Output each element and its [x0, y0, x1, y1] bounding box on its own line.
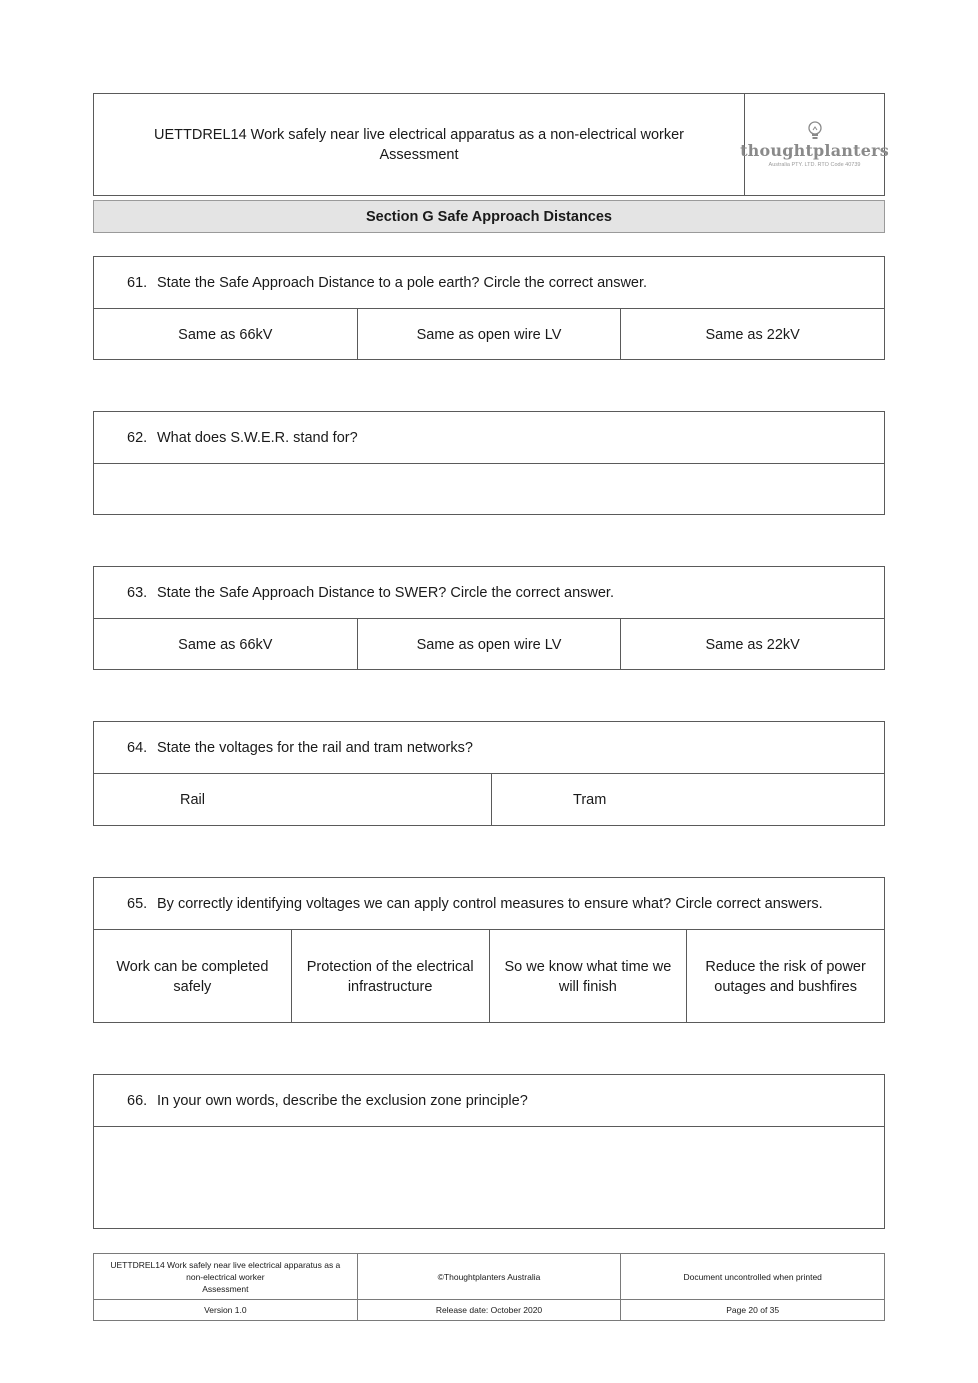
question-text: State the voltages for the rail and tram networks? [157, 739, 473, 756]
footer-row-1 [94, 1254, 884, 1300]
question-number: 63. [127, 584, 148, 601]
rail-label: Rail [180, 792, 205, 808]
question-prompt [94, 567, 884, 619]
footer-version: Version 1.0 [94, 1300, 358, 1320]
question-prompt [94, 878, 884, 930]
footer-doc-line-1: UETTDREL14 Work safely near live electrical apparatus as a [110, 1259, 341, 1270]
answer-options [94, 930, 884, 1023]
footer-doc-title [94, 1254, 358, 1299]
question-text: State the Safe Approach Distance to SWER? Circle the correct answer. [157, 584, 614, 601]
document-title [94, 94, 745, 195]
answer-option[interactable]: Same as open wire LV [358, 309, 622, 360]
document-footer [93, 1253, 885, 1321]
question-text: What does S.W.E.R. stand for? [157, 429, 358, 446]
answer-option[interactable]: Same as 22kV [705, 636, 800, 653]
answer-options [94, 309, 884, 360]
question-number: 64. [127, 739, 148, 756]
question-65 [93, 877, 885, 1023]
rail-field[interactable] [94, 774, 492, 826]
document-header [93, 93, 889, 196]
footer-doc-line-2: non-electrical worker [186, 1271, 265, 1282]
footer-release-date: Release date: October 2020 [358, 1300, 622, 1320]
title-line-2: Assessment [379, 146, 459, 163]
question-number: 61. [127, 274, 148, 291]
question-prompt [94, 257, 884, 309]
footer-page-number: Page 20 of 35 [726, 1305, 780, 1315]
footer-uncontrolled: Document uncontrolled when printed [683, 1271, 822, 1282]
answer-option[interactable]: Work can be completed safely [94, 930, 292, 1023]
footer-copyright: ©Thoughtplanters Australia [358, 1254, 622, 1299]
question-62 [93, 411, 885, 515]
footer-row-2 [94, 1300, 884, 1320]
answer-field[interactable] [94, 464, 884, 515]
question-64 [93, 721, 885, 826]
tram-field[interactable] [492, 774, 884, 826]
footer-doc-line-3: Assessment [202, 1283, 249, 1294]
answer-option[interactable]: Same as 22kV [705, 326, 800, 343]
answer-field[interactable] [94, 1127, 884, 1229]
question-66 [93, 1074, 885, 1229]
question-prompt [94, 1075, 884, 1127]
lightbulb-icon [807, 121, 823, 141]
question-number: 65. [127, 895, 148, 912]
question-text: By correctly identifying voltages we can apply control measures to ensure what? Circle correct answers. [157, 895, 823, 912]
answer-option[interactable]: Protection of the electrical infrastructure [292, 930, 490, 1023]
question-prompt [94, 412, 884, 464]
question-61 [93, 256, 885, 360]
question-number: 62. [127, 429, 148, 446]
answer-option[interactable]: Same as 66kV [94, 619, 358, 670]
answer-fields [94, 774, 884, 826]
logo-wordmark: thoughtplanters [740, 141, 889, 160]
section-title: Section G Safe Approach Distances [93, 200, 885, 233]
question-number: 66. [127, 1092, 148, 1109]
answer-option[interactable]: Reduce the risk of power outages and bushfires [705, 958, 866, 995]
question-text: State the Safe Approach Distance to a pole earth? Circle the correct answer. [157, 274, 648, 291]
question-63 [93, 566, 885, 670]
answer-options [94, 619, 884, 670]
answer-option[interactable]: Same as 66kV [94, 309, 358, 360]
question-prompt [94, 722, 884, 774]
tram-label: Tram [573, 792, 607, 808]
logo [740, 94, 889, 195]
question-text: In your own words, describe the exclusion zone principle? [157, 1092, 528, 1109]
logo-subtext: Australia PTY. LTD. RTO Code 40739 [768, 162, 861, 168]
answer-option[interactable]: Same as open wire LV [358, 619, 622, 670]
answer-option[interactable]: So we know what time we will finish [490, 930, 688, 1023]
title-line-1: UETTDREL14 Work safely near live electrical apparatus as a non-electrical worker [153, 126, 684, 143]
